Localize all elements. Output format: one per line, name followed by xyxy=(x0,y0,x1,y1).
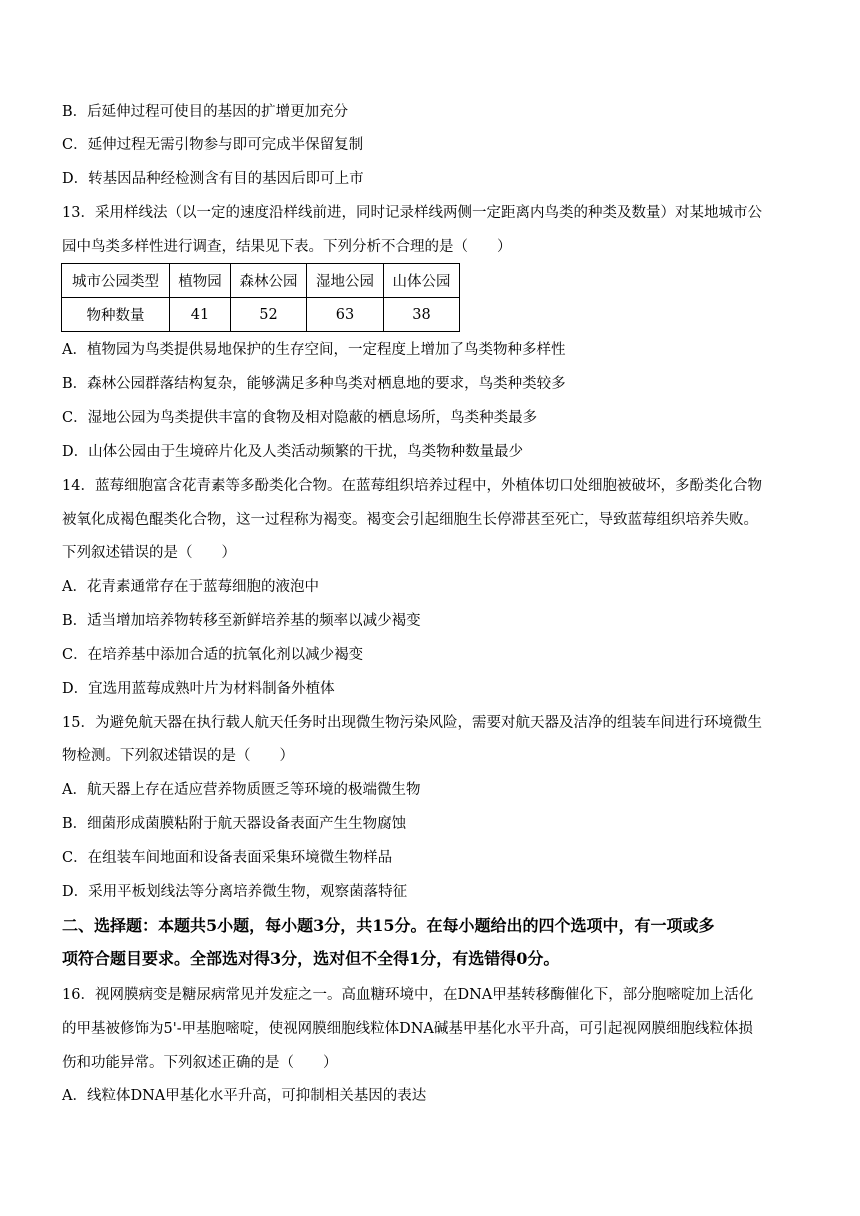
question-13-line-1: 13．采用样线法（以一定的速度沿样线前进，同时记录样线两侧一定距离内鸟类的种类及数量）对某地城市公 xyxy=(62,205,762,221)
question-16-line-1: 16．视网膜病变是糖尿病常见并发症之一。高血糖环境中，在DNA甲基转移酶催化下，部分胞嘧啶加上活化 xyxy=(62,987,754,1003)
question-15-line-2: 物检测。下列叙述错误的是（ ） xyxy=(62,748,294,764)
option-13d: D．山体公园由于生境碎片化及人类活动频繁的干扰，鸟类物种数量最少 xyxy=(62,444,524,460)
table-header-row xyxy=(62,264,460,298)
option-13b: B．森林公园群落结构复杂，能够满足多种鸟类对栖息地的要求，鸟类种类较多 xyxy=(62,376,566,392)
option-14c: C．在培养基中添加合适的抗氧化剂以减少褐变 xyxy=(62,647,364,663)
table-header-cell: 森林公园 xyxy=(231,264,307,298)
section-2-heading-line-1: 二、选择题：本题共5小题，每小题3分，共15分。在每小题给出的四个选项中，有一项或多 xyxy=(62,916,715,935)
option-12c: C．延伸过程无需引物参与即可完成半保留复制 xyxy=(62,137,364,153)
table-cell: 52 xyxy=(231,298,307,332)
question-16-line-2: 的甲基被修饰为5'-甲基胞嘧啶，使视网膜细胞线粒体DNA碱基甲基化水平升高，可引起视网膜细胞线粒体损 xyxy=(62,1021,753,1037)
option-15d: D．采用平板划线法等分离培养微生物，观察菌落特征 xyxy=(62,884,408,900)
option-13c: C．湿地公园为鸟类提供丰富的食物及相对隐蔽的栖息场所，鸟类种类最多 xyxy=(62,410,538,426)
option-16a: A．线粒体DNA甲基化水平升高，可抑制相关基因的表达 xyxy=(62,1088,427,1104)
option-15c: C．在组装车间地面和设备表面采集环境微生物样品 xyxy=(62,850,393,866)
table-cell: 41 xyxy=(170,298,231,332)
option-14a: A．花青素通常存在于蓝莓细胞的液泡中 xyxy=(62,579,319,595)
question-14-line-3: 下列叙述错误的是（ ） xyxy=(62,545,236,561)
table-row xyxy=(62,298,460,332)
table-cell: 63 xyxy=(307,298,384,332)
question-14-line-1: 14．蓝莓细胞富含花青素等多酚类化合物。在蓝莓组织培养过程中，外植体切口处细胞被破坏，多酚类化合物 xyxy=(62,478,762,494)
table-header-cell: 山体公园 xyxy=(384,264,460,298)
question-14-line-2: 被氧化成褐色醌类化合物，这一过程称为褐变。褐变会引起细胞生长停滞甚至死亡，导致蓝莓组织培养失败。 xyxy=(62,512,758,528)
table-header-cell: 湿地公园 xyxy=(307,264,384,298)
section-2-heading-line-2: 项符合题目要求。全部选对得3分，选对但不全得1分，有选错得0分。 xyxy=(62,949,560,968)
table-cell: 38 xyxy=(384,298,460,332)
option-12b: B．后延伸过程可使目的基因的扩增更加充分 xyxy=(62,104,349,120)
question-15-line-1: 15．为避免航天器在执行载人航天任务时出现微生物污染风险，需要对航天器及洁净的组装车间进行环境微生 xyxy=(62,715,762,731)
option-14d: D．宜选用蓝莓成熟叶片为材料制备外植体 xyxy=(62,681,335,697)
bird-survey-table xyxy=(61,263,460,332)
question-13-line-2: 园中鸟类多样性进行调查，结果见下表。下列分析不合理的是（ ） xyxy=(62,239,512,255)
option-15b: B．细菌形成菌膜粘附于航天器设备表面产生生物腐蚀 xyxy=(62,816,407,832)
table-header-cell: 城市公园类型 xyxy=(62,264,170,298)
table-cell: 物种数量 xyxy=(62,298,170,332)
option-13a: A．植物园为鸟类提供易地保护的生存空间，一定程度上增加了鸟类物种多样性 xyxy=(62,342,566,358)
option-15a: A．航天器上存在适应营养物质匮乏等环境的极端微生物 xyxy=(62,782,421,798)
table-header-cell: 植物园 xyxy=(170,264,231,298)
option-14b: B．适当增加培养物转移至新鲜培养基的频率以减少褐变 xyxy=(62,613,421,629)
question-16-line-3: 伤和功能异常。下列叙述正确的是（ ） xyxy=(62,1055,338,1071)
option-12d: D．转基因品种经检测含有目的基因后即可上市 xyxy=(62,171,364,187)
